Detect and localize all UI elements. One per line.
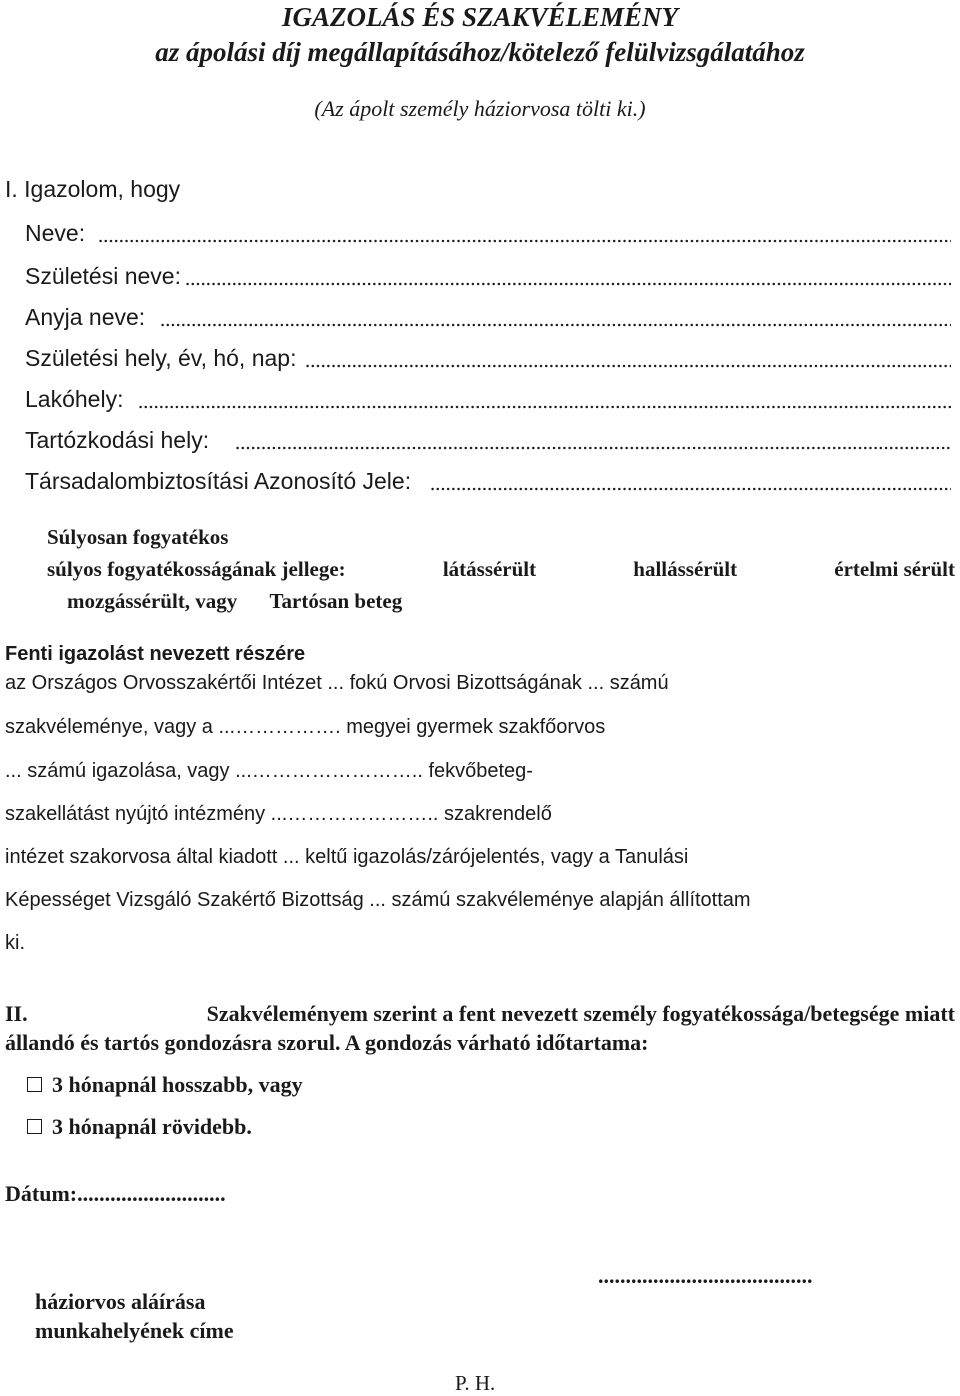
field-mother-name-label: Anyja neve: — [25, 304, 146, 330]
document-title: IGAZOLÁS ÉS SZAKVÉLEMÉNY — [281, 2, 679, 32]
certificate-line-3: ... számú igazolása, vagy ...…………………….. fekvőbeteg- — [5, 760, 533, 782]
option-visual[interactable]: látássérült — [442, 557, 537, 581]
checkbox-icon[interactable] — [27, 1077, 42, 1092]
document-note: (Az ápolt személy háziorvosa tölti ki.) — [314, 96, 646, 121]
certificate-line-5: intézet szakorvosa által kiadott ... keltű igazolás/zárójelentés, vagy a Tanulási — [5, 846, 689, 868]
field-birth-place-dots[interactable] — [305, 364, 951, 368]
field-name-label: Neve: — [25, 220, 86, 246]
certificate-line-6: Képességet Vizsgáló Szakértő Bizottság ... számú szakvéleménye alapján állítottam — [5, 889, 751, 911]
certificate-heading: Fenti igazolást nevezett részére — [5, 643, 306, 665]
disability-type-line-2 — [67, 589, 402, 614]
certificate-line-1: az Országos Orvosszakértői Intézet ... fokú Orvosi Bizottságának ... számú — [5, 672, 669, 694]
certificate-line-2: szakvéleménye, vagy a ...……………. megyei gyermek szakfőorvos — [5, 716, 606, 738]
checkbox-icon[interactable] — [27, 1119, 42, 1134]
option-chronic-illness[interactable]: Tartósan beteg — [269, 589, 403, 613]
signature-label: háziorvos aláírása — [35, 1289, 206, 1314]
duration-option-longer[interactable] — [27, 1072, 303, 1098]
disability-type-label: súlyos fogyatékosságának jellege: — [47, 557, 346, 581]
document-subtitle: az ápolási díj megállapításához/kötelező felülvizsgálatához — [155, 37, 805, 67]
certificate-line-4: szakellátást nyújtó intézmény ...………………….. szakrendelő — [5, 803, 552, 825]
field-taj-label: Társadalombiztosítási Azonosító Jele: — [25, 468, 412, 494]
section-1-heading: I. Igazolom, hogy — [5, 176, 181, 202]
section-2-line-1 — [5, 1001, 955, 1027]
stamp-placeholder: P. H. — [455, 1371, 496, 1395]
section-2-label: II. — [5, 1001, 28, 1026]
field-stay-place-dots[interactable] — [235, 446, 951, 450]
field-taj-dots[interactable] — [430, 487, 951, 491]
option-hearing[interactable]: hallássérült — [633, 557, 738, 581]
workplace-address-label: munkahelyének címe — [35, 1318, 234, 1343]
duration-option-shorter-label: 3 hónapnál rövidebb. — [52, 1114, 252, 1139]
signature-line[interactable]: ....................................... — [598, 1263, 813, 1288]
disability-heading: Súlyosan fogyatékos — [47, 525, 229, 549]
field-mother-name-dots[interactable] — [160, 323, 951, 327]
field-residence-dots[interactable] — [138, 405, 951, 409]
section-2-line-2: állandó és tartós gondozásra szorul. A gondozás várható időtartama: — [5, 1030, 649, 1055]
duration-option-longer-label: 3 hónapnál hosszabb, vagy — [52, 1072, 303, 1097]
field-birth-place-label: Születési hely, év, hó, nap: — [25, 345, 297, 371]
date-label: Dátum: — [5, 1181, 78, 1206]
disability-type-line — [47, 557, 955, 582]
option-intellectual[interactable]: értelmi sérült — [834, 557, 955, 581]
field-name-dots[interactable] — [98, 239, 951, 243]
field-stay-place-label: Tartózkodási hely: — [25, 427, 210, 453]
date-dots: ........................... — [77, 1181, 226, 1206]
field-birth-name-label: Születési neve: — [25, 263, 181, 289]
duration-option-shorter[interactable] — [27, 1114, 252, 1140]
section-2-text-1: Szakvéleményem szerint a fent nevezett személy fogyatékossága/betegsége miatt — [206, 1001, 955, 1026]
option-mobility[interactable]: mozgássérült, vagy — [67, 589, 238, 613]
field-residence-label: Lakóhely: — [25, 386, 124, 412]
certificate-line-7: ki. — [5, 932, 25, 954]
field-birth-name-dots[interactable] — [185, 282, 951, 286]
date-field[interactable] — [5, 1181, 226, 1207]
